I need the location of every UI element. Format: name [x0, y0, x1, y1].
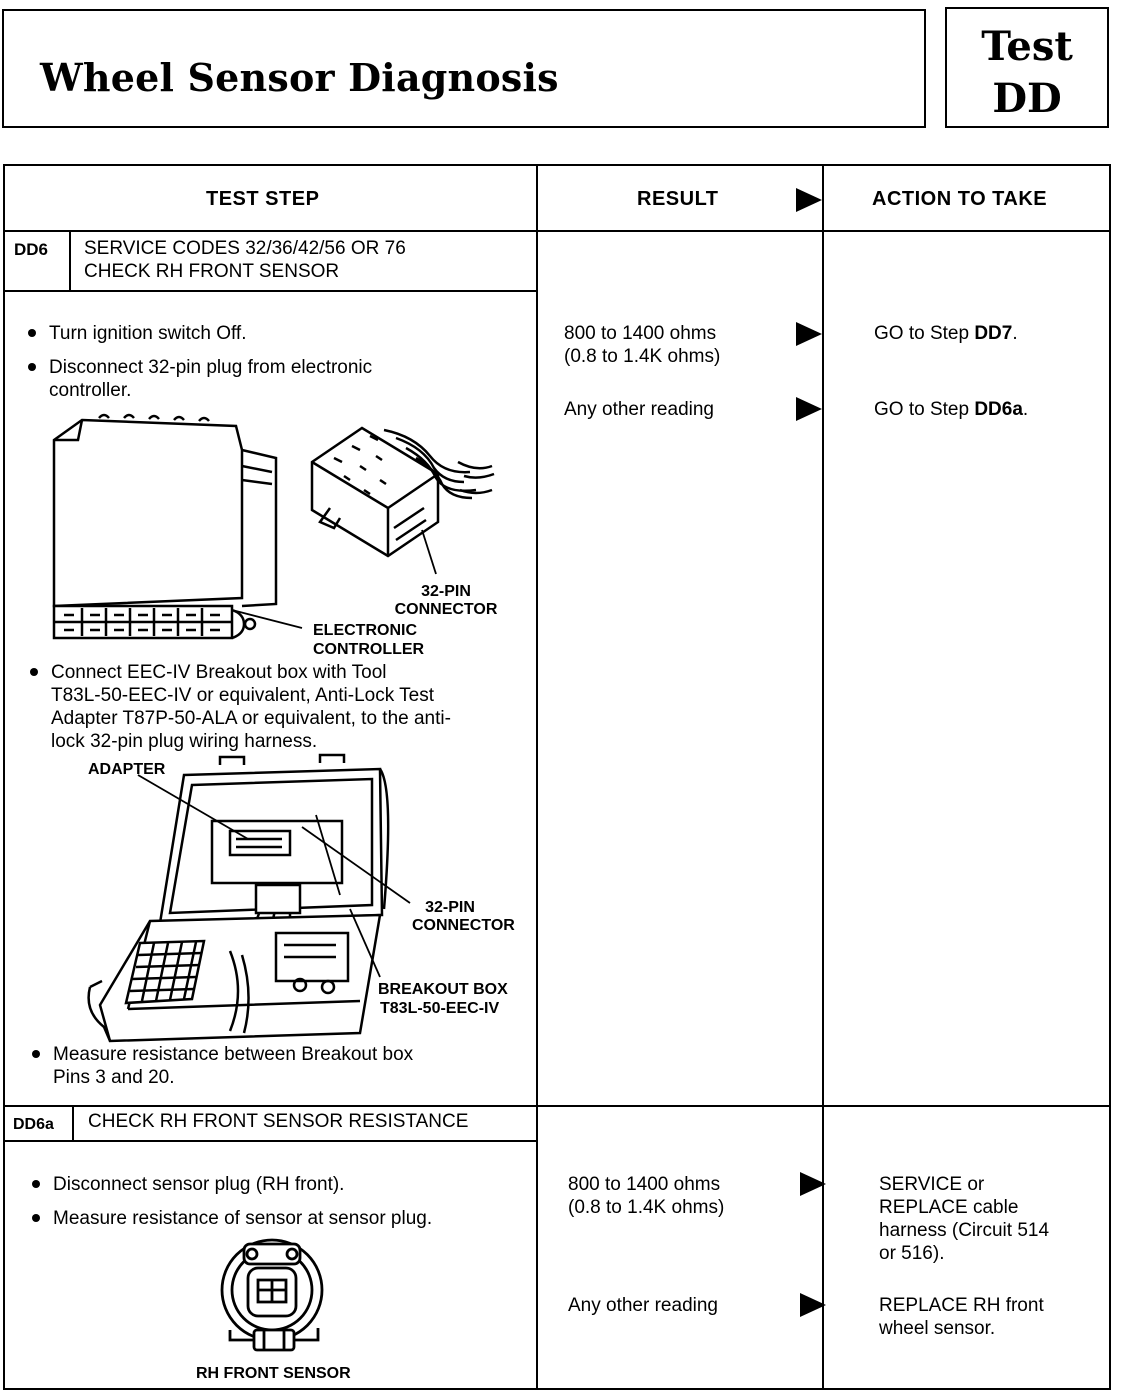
- step-title-dd6-line2: CHECK RH FRONT SENSOR: [84, 261, 340, 282]
- fig2-adapter-label: ADAPTER: [88, 761, 166, 778]
- dd6a-result-1-line2: (0.8 to 1.4K ohms): [568, 1197, 725, 1218]
- bullet-icon: [32, 1050, 40, 1058]
- column-header-action: ACTION TO TAKE: [872, 188, 1048, 210]
- fig1-controller-label-line1: ELECTRONIC: [313, 622, 417, 639]
- dd6-bullet-2-line1: Disconnect 32-pin plug from electronic: [49, 357, 373, 378]
- dd6-bullet-1: Turn ignition switch Off.: [49, 323, 247, 344]
- test-id: DD: [992, 75, 1062, 122]
- column-header-test-step: TEST STEP: [206, 188, 320, 210]
- rh-front-sensor-illustration: [214, 1238, 334, 1358]
- electronic-controller-illustration: [44, 410, 524, 660]
- dd6a-result-2: Any other reading: [568, 1295, 718, 1316]
- result-arrow-icon: [796, 322, 822, 346]
- step-title-dd6-line1: SERVICE CODES 32/36/42/56 OR 76: [84, 238, 406, 259]
- dd6-bullet-4-line2: Pins 3 and 20.: [53, 1067, 175, 1088]
- result-arrow-icon: [800, 1172, 826, 1196]
- fig2-connector-label-line1: 32-PIN: [425, 899, 475, 916]
- bullet-icon: [28, 329, 36, 337]
- fig1-connector-label-line2: CONNECTOR: [394, 601, 498, 618]
- test-id-box: [945, 7, 1109, 128]
- bullet-icon: [30, 668, 38, 676]
- dd6a-id-divider: [72, 1105, 74, 1141]
- fig3-sensor-label: RH FRONT SENSOR: [196, 1365, 351, 1382]
- step-id-dd6a: DD6a: [13, 1116, 54, 1133]
- dd6-action-2: GO to Step DD6a.: [874, 399, 1029, 420]
- dd6-bullet-3-line4: lock 32-pin plug wiring harness.: [51, 731, 318, 752]
- dd6a-action-1-line3: harness (Circuit 514: [879, 1220, 1050, 1241]
- dd6-bullet-3-line1: Connect EEC-IV Breakout box with Tool: [51, 662, 387, 683]
- step-divider: [3, 1105, 1111, 1107]
- dd6a-bullet-2: Measure resistance of sensor at sensor plug.: [53, 1208, 433, 1229]
- dd6a-action-1-line2: REPLACE cable: [879, 1197, 1019, 1218]
- dd6-bullet-3-line3: Adapter T87P-50-ALA or equivalent, to the anti-: [51, 708, 451, 729]
- dd6a-title-underline: [3, 1140, 537, 1142]
- bullet-icon: [32, 1214, 40, 1222]
- fig2-breakout-label-line2: T83L-50-EEC-IV: [380, 1000, 500, 1017]
- header-arrow-icon: [796, 188, 822, 212]
- column-divider-2: [822, 164, 824, 1390]
- dd6a-action-1-line1: SERVICE or: [879, 1174, 985, 1195]
- dd6a-action-1-line4: or 516).: [879, 1243, 945, 1264]
- dd6-bullet-3-line2: T83L-50-EEC-IV or equivalent, Anti-Lock Test: [51, 685, 435, 706]
- bullet-icon: [28, 363, 36, 371]
- header-divider: [3, 230, 1111, 232]
- fig2-connector-label-line2: CONNECTOR: [412, 917, 515, 934]
- fig1-controller-label-line2: CONTROLLER: [313, 641, 425, 658]
- column-header-result: RESULT: [637, 188, 719, 210]
- page-title: Wheel Sensor Diagnosis: [40, 55, 559, 100]
- dd6-action-1: GO to Step DD7.: [874, 323, 1018, 344]
- step-title-dd6a: CHECK RH FRONT SENSOR RESISTANCE: [88, 1111, 469, 1132]
- test-label: Test: [981, 23, 1073, 70]
- dd6-result-2: Any other reading: [564, 399, 714, 420]
- dd6-id-divider: [69, 230, 71, 291]
- step-id-dd6: DD6: [14, 240, 49, 259]
- result-arrow-icon: [796, 397, 822, 421]
- dd6-bullet-4-line1: Measure resistance between Breakout box: [53, 1044, 414, 1065]
- dd6a-result-1-line1: 800 to 1400 ohms: [568, 1174, 721, 1195]
- dd6-title-underline: [3, 290, 537, 292]
- dd6-bullet-2-line2: controller.: [49, 380, 132, 401]
- dd6a-bullet-1: Disconnect sensor plug (RH front).: [53, 1174, 345, 1195]
- fig2-breakout-label-line1: BREAKOUT BOX: [378, 981, 508, 998]
- result-arrow-icon: [800, 1293, 826, 1317]
- fig1-connector-label-line1: 32-PIN: [421, 583, 471, 600]
- dd6a-action-2-line1: REPLACE RH front: [879, 1295, 1044, 1316]
- bullet-icon: [32, 1180, 40, 1188]
- title-box: [2, 9, 926, 128]
- dd6-result-1-line2: (0.8 to 1.4K ohms): [564, 346, 721, 367]
- dd6a-action-2-line2: wheel sensor.: [879, 1318, 996, 1339]
- dd6-result-1-line1: 800 to 1400 ohms: [564, 323, 717, 344]
- column-divider-1: [536, 164, 538, 1390]
